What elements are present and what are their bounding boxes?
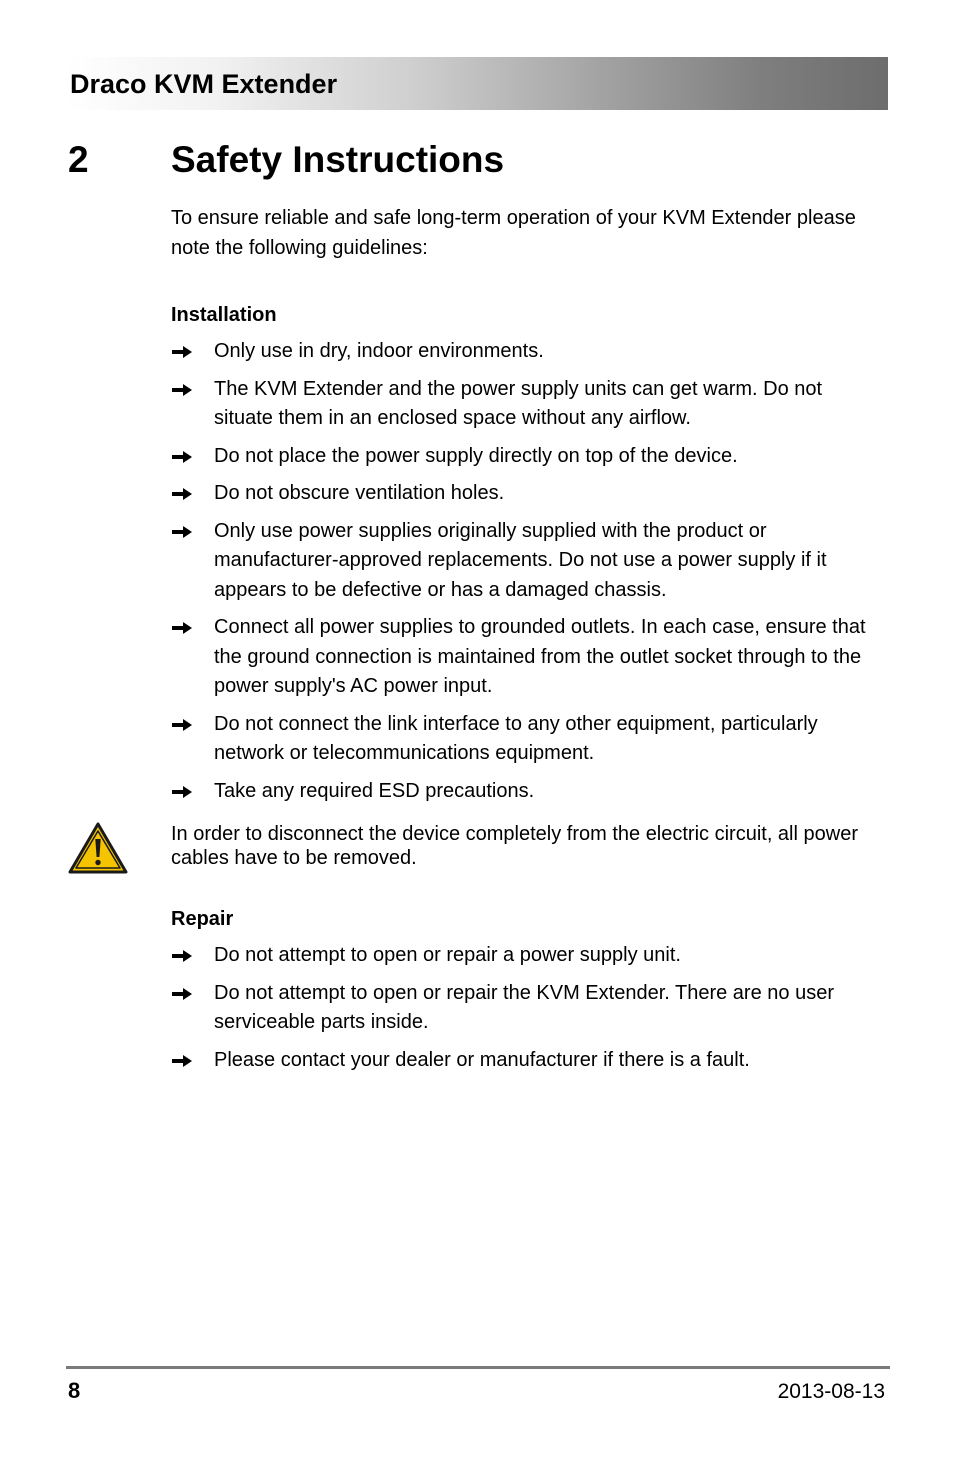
page-number: 8 (68, 1378, 81, 1403)
list-item (171, 777, 886, 807)
arrow-right-icon (171, 345, 193, 359)
arrow-right-icon (171, 487, 193, 501)
list-item (171, 979, 886, 1038)
list-item (171, 375, 886, 434)
list-item (171, 337, 886, 367)
list-item (171, 1046, 886, 1076)
repair-heading: Repair (171, 908, 234, 930)
installation-heading: Installation (171, 304, 277, 326)
list-item-text: Do not attempt to open or repair a power supply unit. (214, 944, 681, 966)
warning-triangle-icon (68, 822, 128, 874)
arrow-right-icon (171, 621, 193, 635)
list-item-text: Do not connect the link interface to any other equipment, particularly network or telecommunications equipment. (214, 712, 818, 764)
arrow-right-icon (171, 987, 193, 1001)
footer-divider (66, 1366, 890, 1369)
list-item-text: The KVM Extender and the power supply units can get warm. Do not situate them in an enclosed space without any airflow. (214, 377, 823, 429)
list-item-text: Take any required ESD precautions. (214, 779, 535, 802)
list-item-text: Do not place the power supply directly on top of the device. (214, 444, 738, 467)
chapter-title: Safety Instructions (171, 139, 505, 180)
list-item-text: Do not attempt to open or repair the KVM Extender. There are no user serviceable parts inside. (214, 981, 834, 1033)
running-header (66, 57, 888, 110)
chapter-number: 2 (68, 139, 89, 180)
arrow-right-icon (171, 949, 193, 963)
arrow-right-icon (171, 450, 193, 464)
list-item (171, 710, 886, 769)
list-item-text: Connect all power supplies to grounded outlets. In each case, ensure that the ground connection is maintained from the outlet socket through to the power supply's AC power input. (214, 616, 866, 697)
repair-list (171, 941, 886, 1083)
arrow-right-icon (171, 1054, 193, 1068)
list-item-text: Only use power supplies originally supplied with the product or manufacturer-approved replacements. Do not use a power supply if it appears to be defective or has a damaged chassis. (214, 519, 827, 601)
list-item-text: Please contact your dealer or manufacturer if there is a fault. (214, 1048, 750, 1071)
arrow-right-icon (171, 718, 193, 732)
list-item (171, 442, 886, 472)
list-item-text: Do not obscure ventilation holes. (214, 482, 505, 504)
list-item (171, 517, 886, 606)
intro-paragraph: To ensure reliable and safe long-term operation of your KVM Extender please note the following guidelines: (171, 207, 856, 259)
list-item (171, 479, 886, 509)
list-item (171, 613, 886, 702)
footer-date: 2013-08-13 (777, 1380, 885, 1403)
arrow-right-icon (171, 525, 193, 539)
warning-text: In order to disconnect the device completely from the electric circuit, all power cables have to be removed. (171, 823, 858, 869)
header-title: Draco KVM Extender (70, 69, 338, 99)
list-item (171, 941, 886, 971)
installation-list (171, 337, 886, 814)
list-item-text: Only use in dry, indoor environments. (214, 340, 544, 362)
arrow-right-icon (171, 785, 193, 799)
arrow-right-icon (171, 383, 193, 397)
